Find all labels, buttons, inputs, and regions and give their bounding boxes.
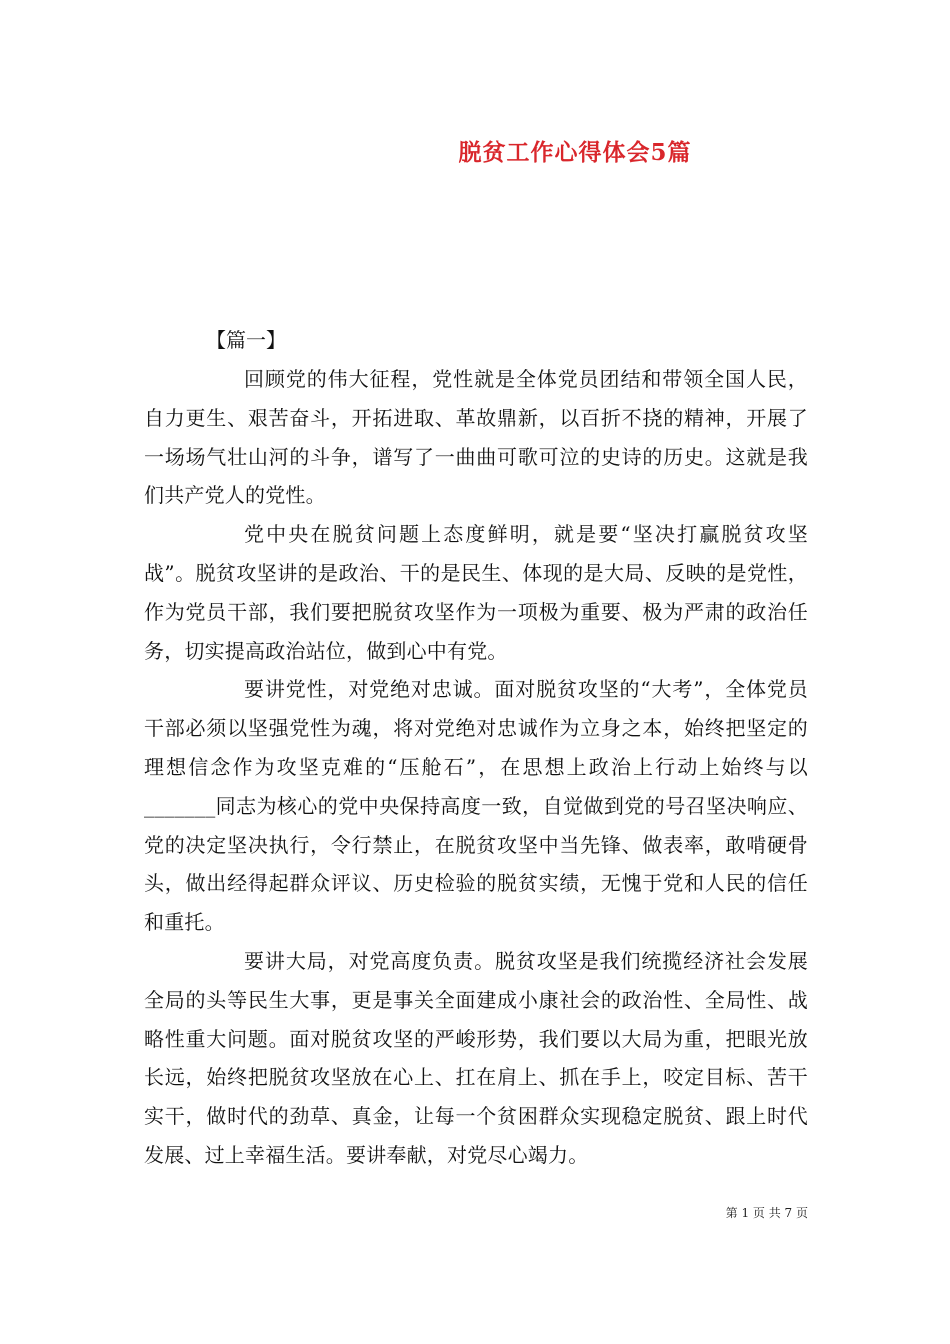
paragraph-2: 党中央在脱贫问题上态度鲜明，就是要“坚决打赢脱贫攻坚战”。脱贫攻坚讲的是政治、干的是民生、体现的是大局、反映的是党性，作为党员干部，我们要把脱贫攻坚作为一项极为重要、极为严肃的政治任务，切实提高政治站位，做到心中有党。 <box>144 522 808 663</box>
paragraph-4: 要讲大局，对党高度负责。脱贫攻坚是我们统揽经济社会发展全局的头等民生大事，更是事关全面建成小康社会的政治性、全局性、战略性重大问题。面对脱贫攻坚的严峻形势，我们要以大局为重，把眼光放长远，始终把脱贫攻坚放在心上、扛在肩上、抓在手上，咬定目标、苦干实干，做时代的劲草、真金，让每一个贫困群众实现稳定脱贫、跟上时代发展、过上幸福生活。要讲奉献，对党尽心竭力。 <box>144 948 808 1167</box>
body-text <box>144 360 808 1175</box>
page-number-footer: 第 1 页 共 7 页 <box>725 1206 808 1220</box>
paragraph-1: 回顾党的伟大征程，党性就是全体党员团结和带领全国人民，自力更生、艰苦奋斗，开拓进取、革故鼎新，以百折不挠的精神，开展了一场场气壮山河的斗争，谱写了一曲曲可歌可泣的史诗的历史。这就是我们共产党人的党性。 <box>144 367 808 508</box>
paragraph-3: 要讲党性，对党绝对忠诚。面对脱贫攻坚的“大考”，全体党员干部必须以坚强党性为魂，将对党绝对忠诚作为立身之本，始终把坚定的理想信念作为攻坚克难的“压舱石”，在思想上政治上行动上始终与以_______同志为核心的党中央保持高度一致，自觉做到党的号召坚决响应、党的决定坚决执行，令行禁止，在脱贫攻坚中当先锋、做表率，敢啃硬骨头，做出经得起群众评议、历史检验的脱贫实绩，无愧于党和人民的信任和重托。 <box>144 677 808 935</box>
document-title: 脱贫工作心得体会5篇 <box>458 139 692 166</box>
section-heading: 【篇一】 <box>206 328 286 352</box>
